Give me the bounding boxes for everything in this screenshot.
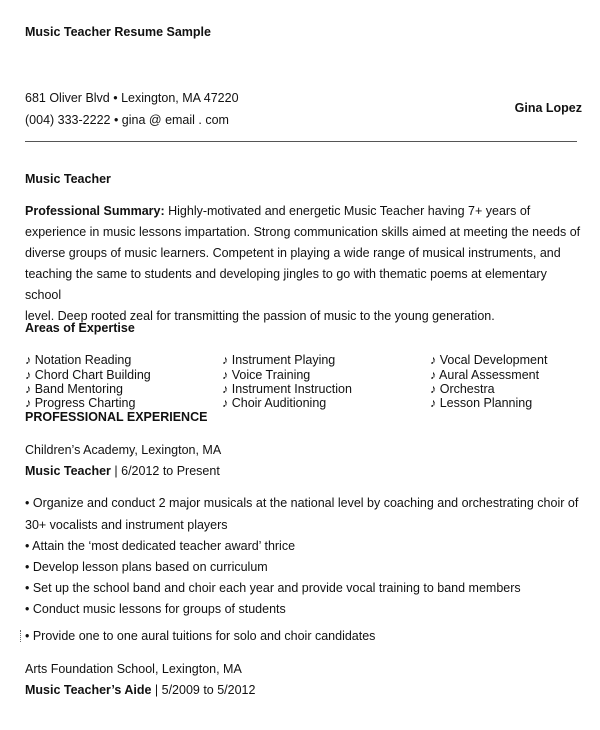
summary-label: Professional Summary: [25,204,165,218]
job-role [25,464,220,478]
professional-summary [25,201,585,327]
job-bullet: • Develop lesson plans based on curriculum [25,560,268,574]
job-employer: Children’s Academy, Lexington, MA [25,443,222,457]
expertise-item: ♪ Instrument Playing [222,353,336,367]
expertise-heading: Areas of Expertise [25,321,135,335]
job-role-title: Music Teacher’s Aide [25,683,152,697]
summary-line: experience in music lessons impartation. Strong communication skills aimed at meeting the needs of [25,225,581,239]
expertise-item: ♪ Orchestra [430,382,495,396]
header-divider [25,141,577,142]
expertise-item: ♪ Choir Auditioning [222,396,327,410]
expertise-item: ♪ Instrument Instruction [222,382,352,396]
expertise-item: ♪ Voice Training [222,368,311,382]
margin-mark [20,630,22,642]
job-bullet: • Organize and conduct 2 major musicals at the national level by coaching and orchestrating choir of [25,496,579,510]
job-dates: | 6/2012 to Present [110,464,220,478]
expertise-item: ♪ Aural Assessment [430,368,540,382]
job-employer: Arts Foundation School, Lexington, MA [25,662,242,676]
expertise-item: ♪ Chord Chart Building [25,368,151,382]
job-role-title: Music Teacher [25,464,111,478]
expertise-item: ♪ Progress Charting [25,396,136,410]
expertise-item: ♪ Band Mentoring [25,382,123,396]
job-bullet: • Attain the ‘most dedicated teacher award’ thrice [25,539,296,553]
summary-line: teaching the same to students and developing jingles to go with thematic poems at elementary school [25,267,547,302]
expertise-item: ♪ Vocal Development [430,353,548,367]
expertise-item: ♪ Lesson Planning [430,396,533,410]
candidate-name: Gina Lopez [514,101,582,115]
job-bullet: • Provide one to one aural tuitions for solo and choir candidates [25,629,376,643]
job-bullet: • Conduct music lessons for groups of students [25,602,286,616]
job-dates: | 5/2009 to 5/2012 [151,683,256,697]
job-role [25,683,255,697]
summary-line: level. Deep rooted zeal for transmitting the passion of music to the young generation. [25,309,495,323]
document-title: Music Teacher Resume Sample [25,25,211,39]
summary-line [25,201,585,222]
objective-title: Music Teacher [25,172,111,186]
summary-line: diverse groups of music learners. Competent in playing a wide range of musical instruments, and [25,246,561,260]
experience-heading: PROFESSIONAL EXPERIENCE [25,410,208,424]
job-bullet: • Set up the school band and choir each year and provide vocal training to band members [25,581,521,595]
contact-phone-email: (004) 333-2222 • gina @ email . com [25,113,229,127]
expertise-item: ♪ Notation Reading [25,353,132,367]
contact-address: 681 Oliver Blvd • Lexington, MA 47220 [25,91,239,105]
summary-line-text: Highly-motivated and energetic Music Teacher having 7+ years of [168,204,531,218]
job-bullet: 30+ vocalists and instrument players [25,518,228,532]
